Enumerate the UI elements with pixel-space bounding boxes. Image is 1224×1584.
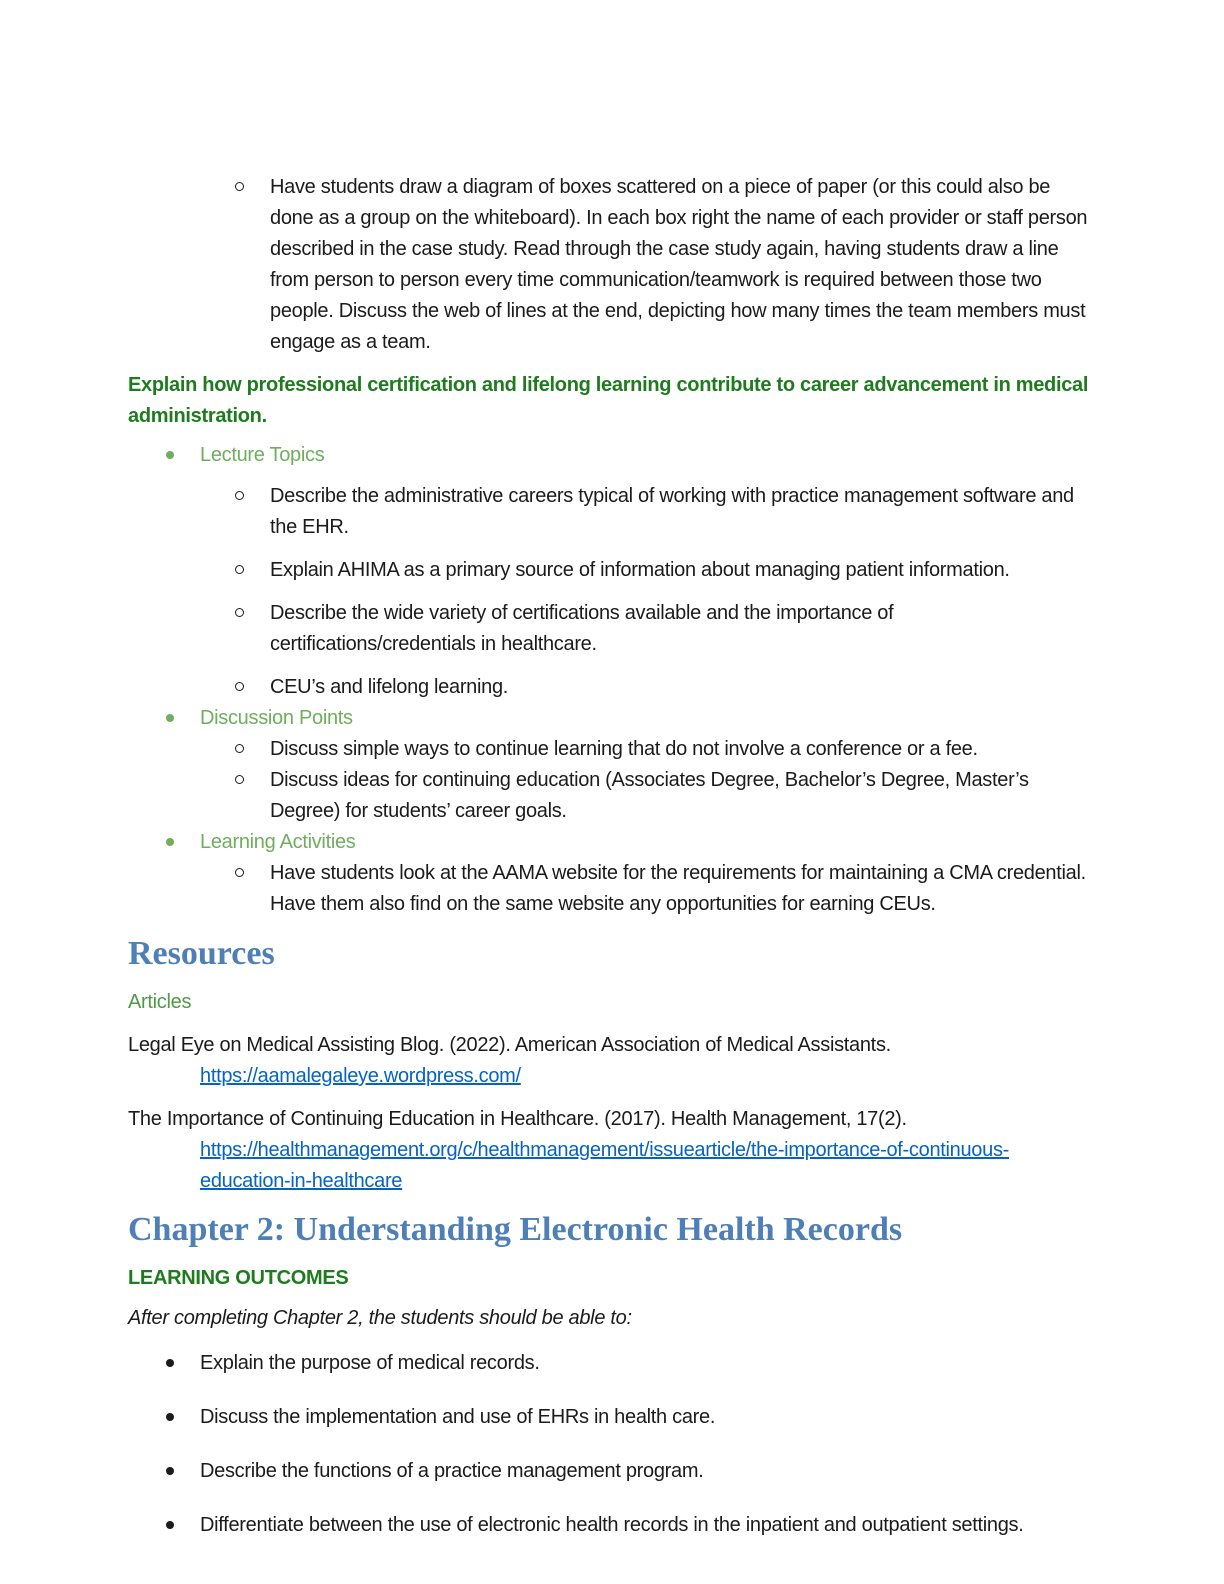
- list-item: [128, 858, 1094, 920]
- outcomes-intro: After completing Chapter 2, the students should be able to:: [128, 1307, 632, 1329]
- list-item-text: Describe the administrative careers typical of working with practice management software and the EHR.: [270, 485, 1074, 538]
- intro-activity-text: Have students draw a diagram of boxes scattered on a piece of paper (or this could also be done as a group on the whiteboard). In each box right the name of each provider or staff person described in the case study. Read through the case study again, having students draw a line from person to person every time communication/teamwork is required between those two people. Discuss the web of lines at the end, depicting how many times the team members must engage as a team.: [270, 176, 1088, 353]
- chapter2-heading: Chapter 2: Understanding Electronic Health Records: [128, 1211, 903, 1248]
- outcome-item: [128, 1456, 1094, 1487]
- bullet-icon: [166, 1359, 174, 1367]
- outcome-item: [128, 1510, 1094, 1541]
- bullet-icon: [166, 451, 174, 459]
- outcome-item: [128, 1348, 1094, 1379]
- outcome-text: Describe the functions of a practice management program.: [200, 1460, 704, 1482]
- outcome-text: Differentiate between the use of electronic health records in the inpatient and outpatient settings.: [200, 1514, 1024, 1536]
- list-item-text: Discuss simple ways to continue learning that do not involve a conference or a fee.: [270, 738, 978, 760]
- bullet-icon: [166, 838, 174, 846]
- circle-bullet-icon: [235, 182, 244, 191]
- circle-bullet-icon: [235, 608, 244, 617]
- citation-text: The Importance of Continuing Education in Healthcare. (2017). Health Management, 17(2).: [128, 1108, 907, 1130]
- outcome-text: Discuss the implementation and use of EHRs in health care.: [200, 1406, 716, 1428]
- circle-bullet-icon: [235, 682, 244, 691]
- resources-heading: Resources: [128, 935, 275, 972]
- citation-link[interactable]: https://aamalegaleye.wordpress.com/: [200, 1065, 521, 1087]
- outcome-item: [128, 1402, 1094, 1433]
- list-item-text: Describe the wide variety of certifications available and the importance of certifications/credentials in healthcare.: [270, 602, 894, 655]
- intro-activity-item: [128, 172, 1094, 358]
- list-item-text: CEU’s and lifelong learning.: [270, 676, 509, 698]
- citation-link[interactable]: https://healthmanagement.org/c/healthmanagement/issuearticle/the-importance-of-continuous-education-in-healthcare: [200, 1139, 1010, 1192]
- list-item: [128, 598, 1094, 660]
- list-item: [128, 765, 1094, 827]
- bullet-icon: [166, 1467, 174, 1475]
- circle-bullet-icon: [235, 775, 244, 784]
- list-item: [128, 672, 1094, 703]
- bullet-icon: [166, 714, 174, 722]
- list-item: [128, 481, 1094, 543]
- circle-bullet-icon: [235, 868, 244, 877]
- section-label-discussion-points: [128, 703, 1094, 734]
- citation-text: Legal Eye on Medical Assisting Blog. (2022). American Association of Medical Assistants.: [128, 1034, 891, 1056]
- citation: [128, 1030, 1094, 1092]
- list-item-text: Explain AHIMA as a primary source of information about managing patient information.: [270, 559, 1010, 581]
- articles-subheading: Articles: [128, 991, 192, 1013]
- section-label-text: Lecture Topics: [200, 444, 325, 466]
- outcome-text: Explain the purpose of medical records.: [200, 1352, 540, 1374]
- section-label-text: Learning Activities: [200, 831, 356, 853]
- objective-heading: Explain how professional certification and lifelong learning contribute to career advancement in medical administration.: [128, 374, 1089, 427]
- list-item: [128, 734, 1094, 765]
- circle-bullet-icon: [235, 744, 244, 753]
- circle-bullet-icon: [235, 565, 244, 574]
- list-item: [128, 555, 1094, 586]
- citation: [128, 1104, 1094, 1197]
- list-item-text: Have students look at the AAMA website for the requirements for maintaining a CMA credential. Have them also find on the same website any opportunities for earning CEUs.: [270, 862, 1086, 915]
- list-item-text: Discuss ideas for continuing education (Associates Degree, Bachelor’s Degree, Master’s Degree) for students’ career goals.: [270, 769, 1029, 822]
- learning-outcomes-label: LEARNING OUTCOMES: [128, 1267, 349, 1289]
- section-label-learning-activities: [128, 827, 1094, 858]
- section-label-lecture-topics: [128, 440, 1094, 471]
- circle-bullet-icon: [235, 491, 244, 500]
- bullet-icon: [166, 1521, 174, 1529]
- bullet-icon: [166, 1413, 174, 1421]
- section-label-text: Discussion Points: [200, 707, 353, 729]
